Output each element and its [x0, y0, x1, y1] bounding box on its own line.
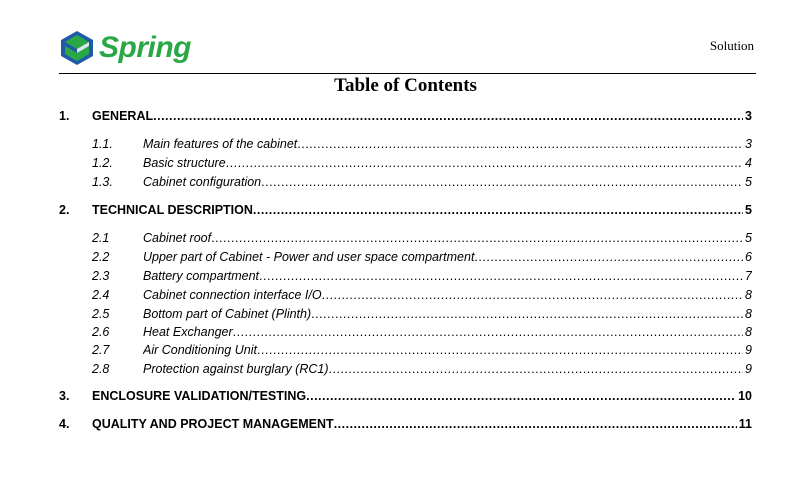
toc-item-label: Main features of the cabinet — [143, 137, 298, 151]
toc-item-number: 2.1 — [92, 231, 110, 245]
toc-item-label: Battery compartment — [143, 269, 260, 283]
toc-item-2-5[interactable] — [0, 306, 811, 322]
toc-item-number: 1.1. — [92, 137, 113, 151]
toc-page-number: 6 — [745, 250, 752, 264]
toc-leader — [474, 249, 743, 265]
toc-item-label: Upper part of Cabinet - Power and user space compartment — [143, 250, 475, 264]
toc-section-4[interactable] — [0, 416, 811, 432]
toc-item-2-2[interactable] — [0, 249, 811, 265]
toc-leader — [153, 108, 743, 124]
toc-item-label: Bottom part of Cabinet (Plinth) — [143, 307, 312, 321]
toc-page-number: 8 — [745, 325, 752, 339]
toc-item-number: 2.2 — [92, 250, 110, 264]
toc-item-number: 2.7 — [92, 343, 110, 357]
toc-item-label: Basic structure — [143, 156, 226, 170]
toc-page-number: 3 — [745, 137, 752, 151]
toc-section-number: 4. — [59, 417, 70, 431]
toc-item-number: 2.8 — [92, 362, 110, 376]
toc-item-number: 1.2. — [92, 156, 113, 170]
toc-leader — [259, 268, 743, 284]
toc-item-number: 2.6 — [92, 325, 110, 339]
toc-section-label: TECHNICAL DESCRIPTION — [92, 203, 253, 217]
toc-section-label: ENCLOSURE VALIDATION/TESTING — [92, 389, 307, 403]
toc-section-number: 1. — [59, 109, 70, 123]
toc-leader — [211, 230, 743, 246]
toc-section-3[interactable] — [0, 388, 811, 404]
toc-leader — [297, 136, 743, 152]
toc-leader — [233, 324, 743, 340]
spring-logo — [59, 30, 199, 70]
spring-logo-icon — [59, 30, 95, 66]
toc-item-label: Cabinet connection interface I/O — [143, 288, 322, 302]
toc-item-1-2[interactable] — [0, 155, 811, 171]
toc-section-number: 3. — [59, 389, 70, 403]
toc-section-1[interactable] — [0, 108, 811, 124]
toc-section-label: QUALITY AND PROJECT MANAGEMENT — [92, 417, 334, 431]
toc-page-number: 5 — [745, 203, 752, 217]
toc-leader — [311, 306, 743, 322]
toc-item-2-4[interactable] — [0, 287, 811, 303]
toc-page-number: 8 — [745, 288, 752, 302]
toc-page-number: 4 — [745, 156, 752, 170]
toc-item-2-1[interactable] — [0, 230, 811, 246]
toc-item-1-3[interactable] — [0, 174, 811, 190]
toc-leader — [253, 202, 743, 218]
toc-item-label: Protection against burglary (RC1) — [143, 362, 329, 376]
toc-leader — [329, 361, 744, 377]
toc-item-number: 2.4 — [92, 288, 110, 302]
toc-item-2-3[interactable] — [0, 268, 811, 284]
toc-leader — [261, 174, 743, 190]
toc-page-number: 7 — [745, 269, 752, 283]
toc-item-2-8[interactable] — [0, 361, 811, 377]
toc-item-label: Heat Exchanger — [143, 325, 233, 339]
toc-section-label: GENERAL — [92, 109, 154, 123]
toc-item-label: Cabinet roof — [143, 231, 212, 245]
toc-item-label: Cabinet configuration — [143, 175, 262, 189]
header-section-label: Solution — [709, 38, 754, 53]
toc-item-label: Air Conditioning Unit — [143, 343, 257, 357]
toc-item-2-7[interactable] — [0, 342, 811, 358]
toc-item-1-1[interactable] — [0, 136, 811, 152]
toc-page-number: 8 — [745, 307, 752, 321]
header-divider — [59, 73, 756, 74]
logo-wordmark: Spring — [99, 31, 191, 64]
toc-item-number: 2.5 — [92, 307, 110, 321]
toc-leader — [257, 342, 743, 358]
toc-page-number: 9 — [745, 362, 752, 376]
toc-item-number: 1.3. — [92, 175, 113, 189]
toc-item-number: 2.3 — [92, 269, 110, 283]
toc-leader — [306, 388, 736, 404]
toc-leader — [322, 287, 743, 303]
toc-item-2-6[interactable] — [0, 324, 811, 340]
toc-page-number: 10 — [738, 389, 752, 403]
toc-page-number: 3 — [745, 109, 752, 123]
toc-leader — [334, 416, 737, 432]
toc-page-number: 9 — [745, 343, 752, 357]
toc-section-number: 2. — [59, 203, 70, 217]
toc-page-number: 11 — [738, 417, 752, 431]
toc-page-number: 5 — [745, 175, 752, 189]
toc-page-number: 5 — [745, 231, 752, 245]
toc-section-2[interactable] — [0, 202, 811, 218]
toc-title: Table of Contents — [334, 75, 477, 96]
toc-leader — [226, 155, 743, 171]
